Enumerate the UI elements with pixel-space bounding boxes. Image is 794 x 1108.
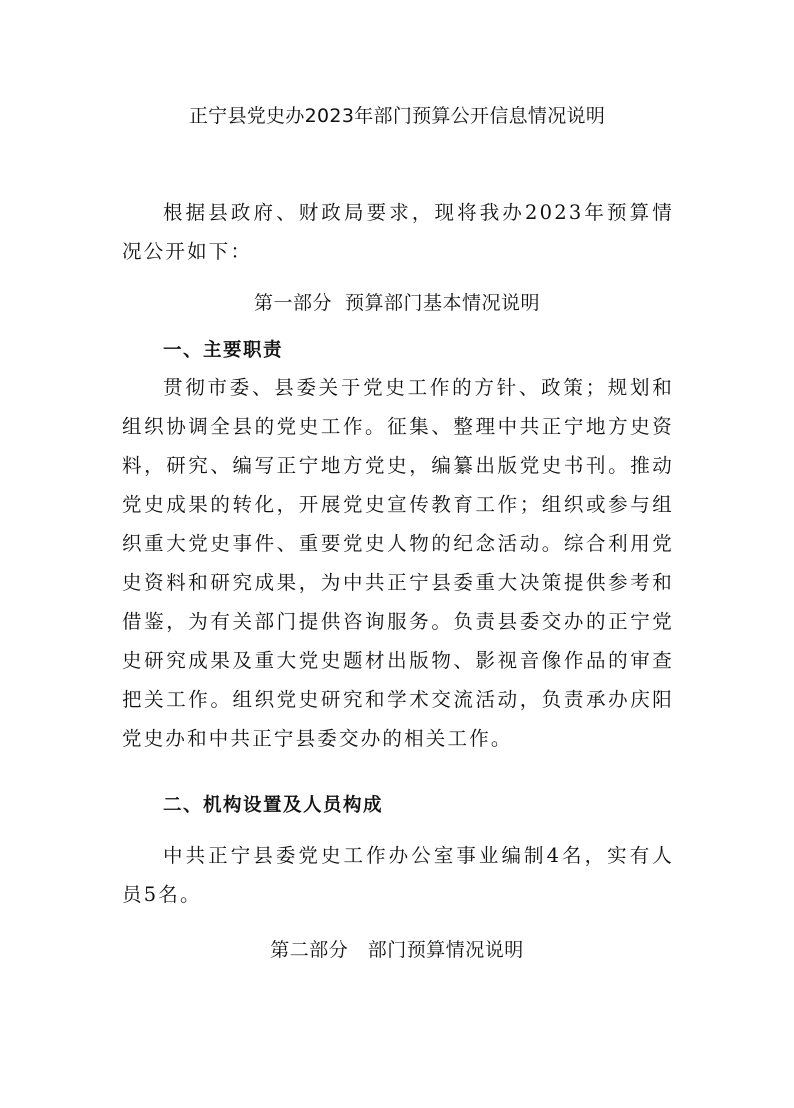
- section1-heading: 一、主要职责: [163, 340, 284, 361]
- intro-paragraph: 根据县政府、财政局要求，现将我办2023年预算情况公开如下：: [122, 201, 674, 263]
- section1-body: 贯彻市委、县委关于党史工作的方针、政策；规划和组织协调全县的党史工作。征集、整理中共正宁地方史资料，研究、编写正宁地方党史，编纂出版党史书刊。推动党史成果的转化，开展党史宣传教育工作；组织或参与组织重大党史事件、重要党史人物的纪念活动。综合利用党史资料和研究成果，为中共正宁县委重大决策提供参考和借鉴，为有关部门提供咨询服务。负责县委交办的正宁党史研究成果及重大党史题材出版物、影视音像作品的审查把关工作。组织党史研究和学术交流活动，负责承办庆阳党史办和中共正宁县委交办的相关工作。: [122, 376, 674, 750]
- section2-body: 中共正宁县委党史工作办公室事业编制4名，实有人员5名。: [122, 844, 674, 906]
- part2-heading: 第二部分 部门预算情况说明: [270, 939, 524, 961]
- section2-heading: 二、机构设置及人员构成: [163, 795, 384, 816]
- document-title: 正宁县党史办2023年部门预算公开信息情况说明: [188, 105, 606, 127]
- part1-heading: 第一部分 预算部门基本情况说明: [253, 292, 541, 314]
